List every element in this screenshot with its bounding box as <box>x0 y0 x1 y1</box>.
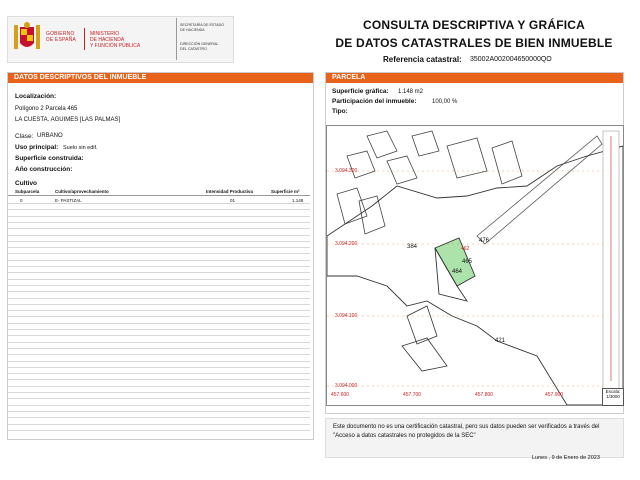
scale-label: Escala: <box>605 389 621 394</box>
map-x-label-0: 457.600 <box>331 392 350 398</box>
superficie-label: Superficie construida: <box>15 155 84 162</box>
secretaria-label: SECRETARÍA DE ESTADO DE HACIENDA <box>180 23 224 32</box>
cadastral-map[interactable] <box>326 125 624 406</box>
map-y-label-1: 3.094.200 <box>335 241 358 247</box>
table-rule <box>8 411 310 412</box>
table-rule <box>8 386 310 387</box>
table-rule <box>8 304 310 305</box>
localizacion-line1: Polígono 2 Parcela 465 <box>15 106 78 112</box>
parcel-label-464: 464 <box>452 269 463 275</box>
parcel-label-476: 476 <box>479 238 490 244</box>
localizacion-label: Localización: <box>15 93 57 100</box>
map-y-label-3: 3.094.000 <box>335 383 358 389</box>
table-rule <box>8 241 310 242</box>
disclaimer-text: Este documento no es una certificación catastral, pero sus datos pueden ser verificados a través del "Acceso a datos catastrales no protegidos de la SEC" <box>333 424 600 439</box>
table-rule <box>8 216 310 217</box>
table-rule <box>8 430 310 431</box>
table-rule <box>8 247 310 248</box>
table-rule <box>8 260 310 261</box>
logo-divider-2 <box>176 18 177 60</box>
table-rule <box>8 405 310 406</box>
ministerio-label: MINISTERIO DE HACIENDA Y FUNCIÓN PÚBLICA <box>90 31 141 49</box>
gobierno-label: GOBIERNO DE ESPAÑA <box>46 31 77 43</box>
participacion-label: Participación del inmueble: <box>332 98 417 105</box>
parcel-label-462: 462 <box>461 246 470 252</box>
sup-grafica-value: 1.148 m2 <box>398 89 424 95</box>
table-rule <box>8 424 310 425</box>
table-rule <box>8 291 310 292</box>
uso-label: Uso principal: <box>15 144 59 151</box>
localizacion-line2: LA CUESTA. AGUIMES [LAS PALMAS] <box>15 117 121 123</box>
th-cultivo: Cultivo/aprovechamiento <box>55 189 109 194</box>
table-cell-subparcela: 0 <box>20 198 23 203</box>
th-intensidad: Intensidad Productiva <box>206 189 254 194</box>
map-y-label-2: 3.094.100 <box>335 313 358 319</box>
map-svg <box>327 126 623 405</box>
table-rule <box>8 323 310 324</box>
table-cell-intensidad: 01 <box>230 198 236 203</box>
clase-value: URBANO <box>37 133 63 139</box>
table-rule <box>8 335 310 336</box>
table-rule <box>8 209 310 210</box>
participacion-value: 100,00 % <box>432 99 458 105</box>
map-y-label-0: 3.094.300 <box>335 168 358 174</box>
table-rule <box>8 361 310 362</box>
scale-value: 1/3000 <box>606 394 620 399</box>
page-title-line2: DE DATOS CATASTRALES DE BIEN INMUEBLE <box>335 36 613 50</box>
anio-label: Año construcción: <box>15 166 73 173</box>
table-rule <box>8 235 310 236</box>
direccion-label: DIRECCIÓN GENERAL DEL CATASTRO <box>180 42 219 51</box>
parcel-label-421: 421 <box>495 338 506 344</box>
table-rule <box>8 417 310 418</box>
map-x-label-1: 457.700 <box>403 392 422 398</box>
page-title-line1: CONSULTA DESCRIPTIVA Y GRÁFICA <box>362 18 585 32</box>
table-cell-cultivo: E- PASTIZAL <box>55 198 82 203</box>
tipo-label: Tipo: <box>332 108 348 115</box>
scale-box <box>602 388 624 406</box>
parcel-section-title: PARCELA <box>326 73 623 83</box>
table-rule <box>8 379 310 380</box>
table-rule <box>8 398 310 399</box>
descriptive-section-title: DATOS DESCRIPTIVOS DEL INMUEBLE <box>8 73 313 83</box>
table-rule <box>8 253 310 254</box>
table-rule <box>8 354 310 355</box>
clase-label: Clase: <box>15 133 34 140</box>
ref-value: 35002A002004650000QO <box>470 56 552 63</box>
th-superficie: Superficie m² <box>271 189 300 194</box>
coat-of-arms-icon <box>12 21 42 55</box>
table-header-line <box>8 195 310 196</box>
sup-grafica-label: Superficie gráfica: <box>332 88 389 95</box>
table-rule <box>8 342 310 343</box>
table-rule <box>8 348 310 349</box>
table-rule <box>8 316 310 317</box>
uso-value: Suelo sin edif. <box>63 145 98 151</box>
table-cell-superficie: 1.148 <box>292 198 304 203</box>
document-date: Lunes , 9 de Enero de 2023 <box>532 455 600 461</box>
table-rule <box>8 367 310 368</box>
map-x-label-3: 457.900 <box>545 392 564 398</box>
map-x-label-2: 457.800 <box>475 392 494 398</box>
cultivo-label: Cultivo <box>15 180 38 187</box>
parcel-label-384: 384 <box>407 244 418 250</box>
table-rule <box>8 272 310 273</box>
table-rule <box>8 373 310 374</box>
table-rule <box>8 266 310 267</box>
table-rule <box>8 203 310 204</box>
table-rule <box>8 279 310 280</box>
table-rule <box>8 329 310 330</box>
th-subparcela: Subparcela <box>15 189 40 194</box>
logo-divider <box>84 28 85 50</box>
table-rule <box>8 392 310 393</box>
table-rule <box>8 310 310 311</box>
table-rule <box>8 228 310 229</box>
ref-label: Referencia catastral: <box>383 55 462 64</box>
table-rule <box>8 285 310 286</box>
parcel-label-465: 465 <box>462 259 473 265</box>
table-rule <box>8 298 310 299</box>
table-rule <box>8 222 310 223</box>
